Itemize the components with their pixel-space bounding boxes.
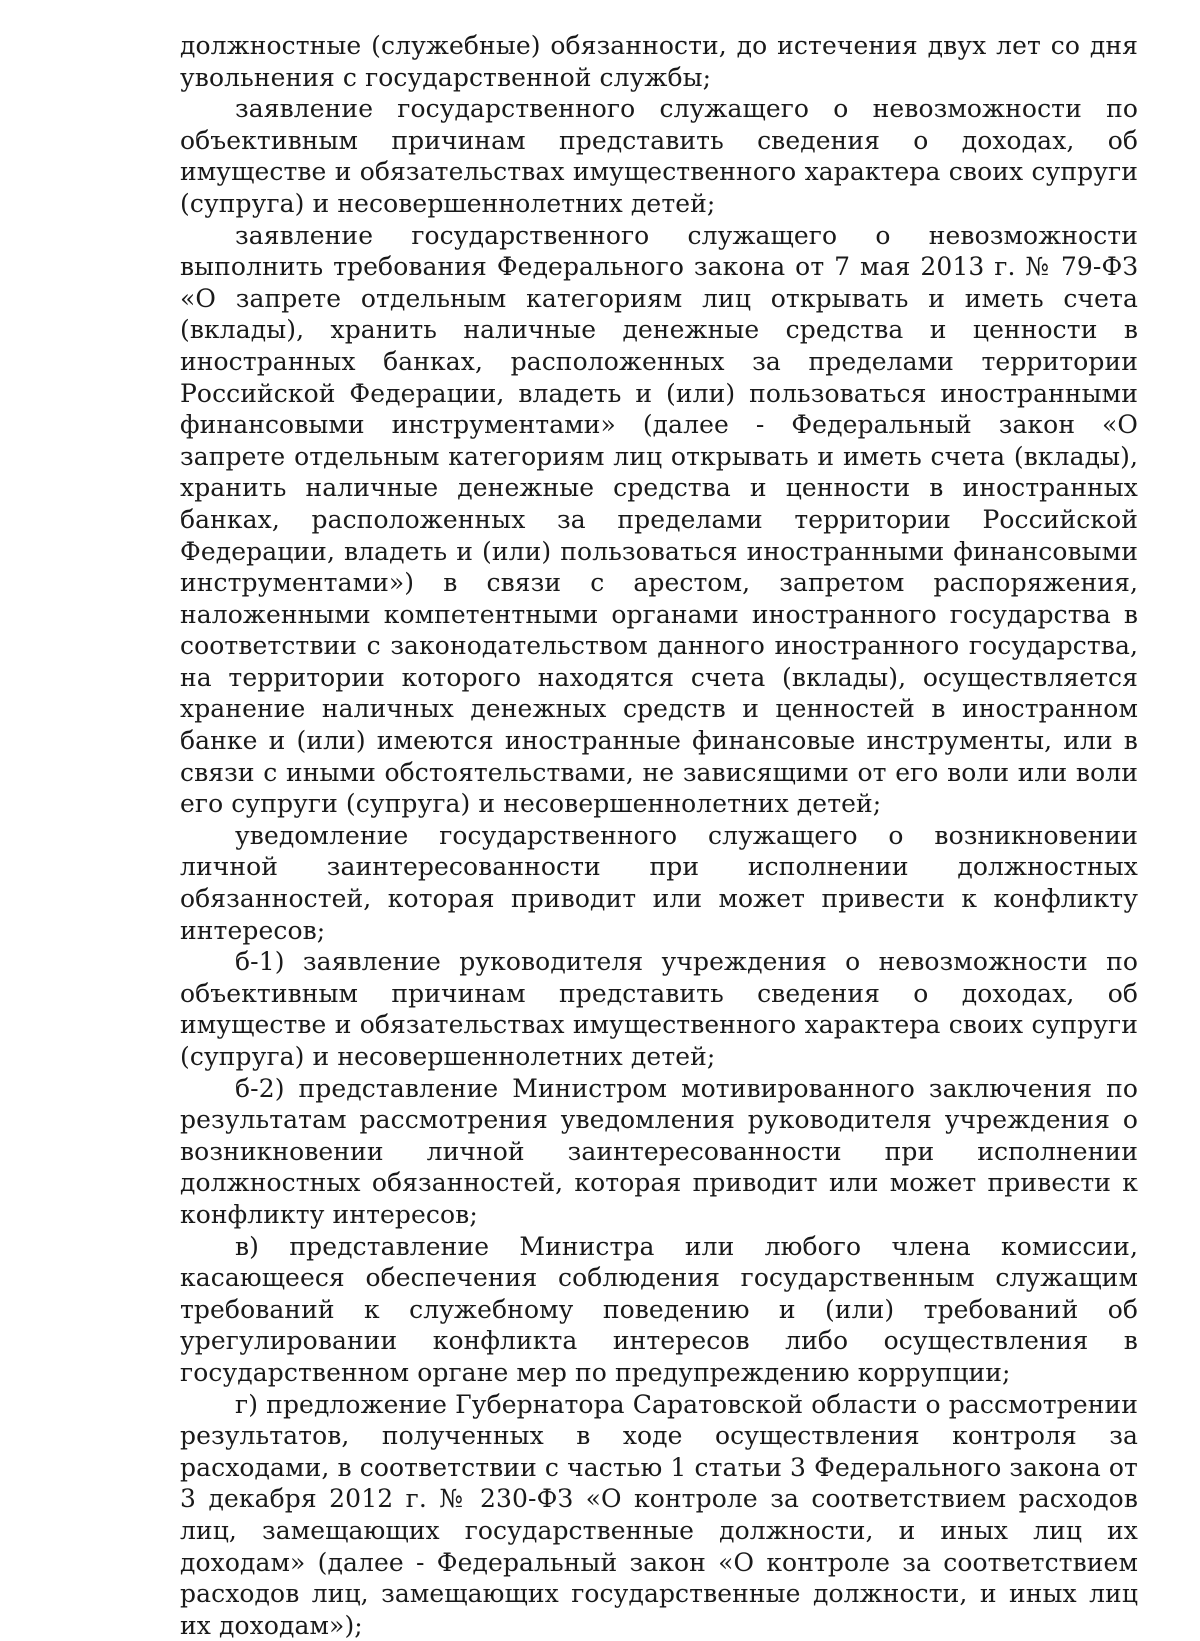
paragraph-continuation: должностные (служебные) обязанности, до истечения двух лет со дня увольнения с государственной службы; [180,31,1138,92]
paragraph-v-minister-submission: в) представление Министра или любого члена комиссии, касающееся обеспечения соблюдения государственным служащим требований к служебному поведению и (или) требований об урегулировании конфликта интересов либо осуществления в государственном органе мер по предупреждению коррупции; [180,1231,1138,1387]
paragraph-statement-income-info: заявление государственного служащего о невозможности по объективным причинам представить сведения о доходах, об имуществе и обязательствах имущественного характера своих супруги (супруга) и несовершеннолетних детей; [180,94,1138,218]
paragraph-b1-head-statement: б-1) заявление руководителя учреждения о невозможности по объективным причинам представить сведения о доходах, об имуществе и обязательствах имущественного характера своих супруги (супруга) и несовершеннолетних детей; [180,947,1138,1071]
paragraph-b2-minister-conclusion: б-2) представление Министром мотивированного заключения по результатам рассмотрения уведомления руководителя учреждения о возникновении личной заинтересованности при исполнении должностных обязанностей, которая приводит или может привести к конфликту интересов; [180,1073,1138,1229]
paragraph-g-governor-proposal: г) предложение Губернатора Саратовской области о рассмотрении результатов, полученных в ходе осуществления контроля за расходами, в соответствии с частью 1 статьи 3 Федерального закона от 3 декабря 2012 г. № 230-ФЗ «О контроле за соответствием расходов лиц, замещающих государственные должности, и иных лиц их доходам» (далее - Федеральный закон «О контроле за соответствием расходов лиц, замещающих государственные должности, и иных лиц их доходам»); [180,1389,1138,1640]
paragraph-notice-conflict-of-interest: уведомление государственного служащего о возникновении личной заинтересованности при исполнении должностных обязанностей, которая приводит или может привести к конфликту интересов; [180,820,1138,945]
paragraph-statement-foreign-accounts: заявление государственного служащего о невозможности выполнить требования Федерального закона от 7 мая 2013 г. № 79-ФЗ «О запрете отдельным категориям лиц открывать и иметь счета (вклады), хранить наличные денежные средства и ценности в иностранных банках, расположенных за пределами территории Российской Федерации, владеть и (или) пользоваться иностранными финансовыми инструментами» (далее - Федеральный закон «О запрете отдельным категориям лиц открывать и иметь счета (вклады), хранить наличные денежные средства и ценности в иностранных банках, расположенных за пределами территории Российской Федерации, владеть и (или) пользоваться иностранными финансовыми инструментами») в связи с арестом, запретом распоряжения, наложенными компетентными органами иностранного государства в соответствии с законодательством данного иностранного государства, на территории которого находятся счета (вклады), осуществляется хранение наличных денежных средств и ценностей в иностранном банке и (или) имеются иностранные финансовые инструменты, или в связи с иными обстоятельствами, не зависящими от его воли или воли его супруги (супруга) и несовершеннолетних детей; [180,220,1138,819]
document-body [180,30,1138,1641]
